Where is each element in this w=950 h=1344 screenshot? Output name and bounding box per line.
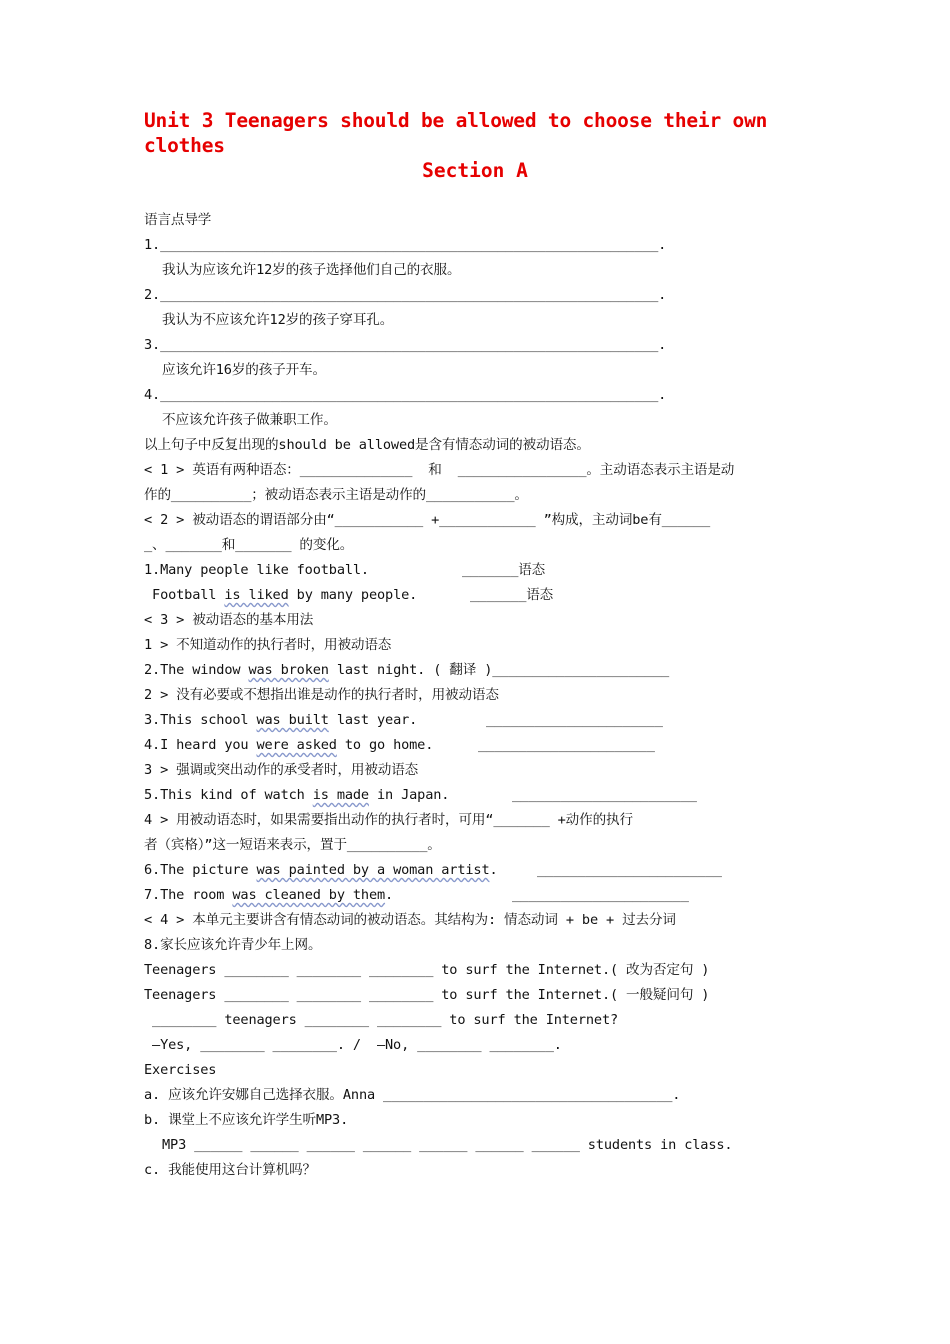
question-form: Teenagers ________ ________ ________ to surf the Internet.( 一般疑问句 ): [144, 987, 710, 1003]
voice-blank-2: _______语态: [470, 587, 554, 603]
answer-blank-3: ______________________: [486, 712, 663, 728]
sentence-3: 3.This school was built last year.: [144, 712, 418, 728]
usage-1: 1 > 不知道动作的执行者时，用被动语态: [144, 637, 392, 653]
usage-4-line-1: 4 > 用被动语态时，如果需要指出动作的执行者时，可用“_______ +动作的执行: [144, 812, 633, 828]
exercise-b: b. 课堂上不应该允许学生听MP3.: [144, 1112, 349, 1128]
example-passive: Football is liked by many people.: [144, 587, 418, 603]
point-1-line-1: < 1 > 英语有两种语态：______________ 和 ________________。主动语态表示主语是动: [144, 462, 735, 478]
answer-blank-5: _______________________: [512, 787, 697, 803]
blank-line-4: 4.______________________________________________________________.: [144, 387, 667, 403]
sentence-2: 2.The window was broken last night. ( 翻译 )______________________: [144, 662, 670, 678]
translation-2: 我认为不应该允许12岁的孩子穿耳孔。: [162, 312, 394, 328]
negative-form: Teenagers ________ ________ ________ to surf the Internet.( 改为否定句 ): [144, 962, 710, 978]
point-2-line-2: _、_______和_______ 的变化。: [144, 537, 354, 553]
section-subtitle: Section A: [422, 159, 528, 182]
sentence-4: 4.I heard you were asked to go home.: [144, 737, 434, 753]
note-passive: 以上句子中反复出现的should be allowed是含有情态动词的被动语态。: [144, 437, 590, 453]
point-1-line-2: 作的__________；被动语态表示主语是动作的___________。: [144, 487, 528, 503]
blank-line-2: 2.______________________________________________________________.: [144, 287, 667, 303]
sentence-5: 5.This kind of watch is made in Japan.: [144, 787, 450, 803]
unit-title: Unit 3 Teenagers should be allowed to choose their own clothes: [144, 109, 768, 157]
exercises-heading: Exercises: [144, 1062, 217, 1078]
question-line: ________ teenagers ________ ________ to surf the Internet?: [144, 1012, 619, 1028]
exercise-c: c. 我能使用这台计算机吗？: [144, 1162, 316, 1178]
sentence-7: 7.The room was cleaned by them.: [144, 887, 394, 903]
voice-blank-1: _______语态: [462, 562, 546, 578]
blank-line-1: 1.______________________________________________________________.: [144, 237, 667, 253]
exercise-a: a. 应该允许安娜自己选择衣服。Anna ____________________________________.: [144, 1087, 681, 1103]
point-4: < 4 > 本单元主要讲含有情态动词的被动语态。其结构为: 情态动词 + be + 过去分词: [144, 912, 676, 928]
usage-4-line-2: 者（宾格）”这一短语来表示，置于__________。: [144, 837, 441, 853]
usage-3: 3 > 强调或突出动作的承受者时，用被动语态: [144, 762, 419, 778]
sentence-6: 6.The picture was painted by a woman artist.: [144, 862, 498, 878]
point-3-heading: < 3 > 被动语态的基本用法: [144, 612, 314, 628]
blank-line-3: 3.______________________________________________________________.: [144, 337, 667, 353]
answer-blank-7: ______________________: [512, 887, 689, 903]
answer-line: —Yes, ________ ________. / —No, ________ ________.: [144, 1037, 562, 1053]
example-active: 1.Many people like football.: [144, 562, 369, 578]
translation-1: 我认为应该允许12岁的孩子选择他们自己的衣服。: [162, 262, 461, 278]
exercise-b-blanks: MP3 ______ ______ ______ ______ ______ ______ ______ students in class.: [162, 1137, 733, 1153]
translation-4: 不应该允许孩子做兼职工作。: [162, 412, 337, 428]
answer-blank-6: _______________________: [537, 862, 722, 878]
answer-blank-4: ______________________: [478, 737, 655, 753]
translation-3: 应该允许16岁的孩子开车。: [162, 362, 326, 378]
sentence-8: 8.家长应该允许青少年上网。: [144, 937, 322, 953]
heading-language-points: 语言点导学: [144, 212, 212, 228]
point-2-line-1: < 2 > 被动语态的谓语部分由“___________ +____________ ”构成，主动词be有______: [144, 512, 710, 528]
usage-2: 2 > 没有必要或不想指出谁是动作的执行者时，用被动语态: [144, 687, 499, 703]
